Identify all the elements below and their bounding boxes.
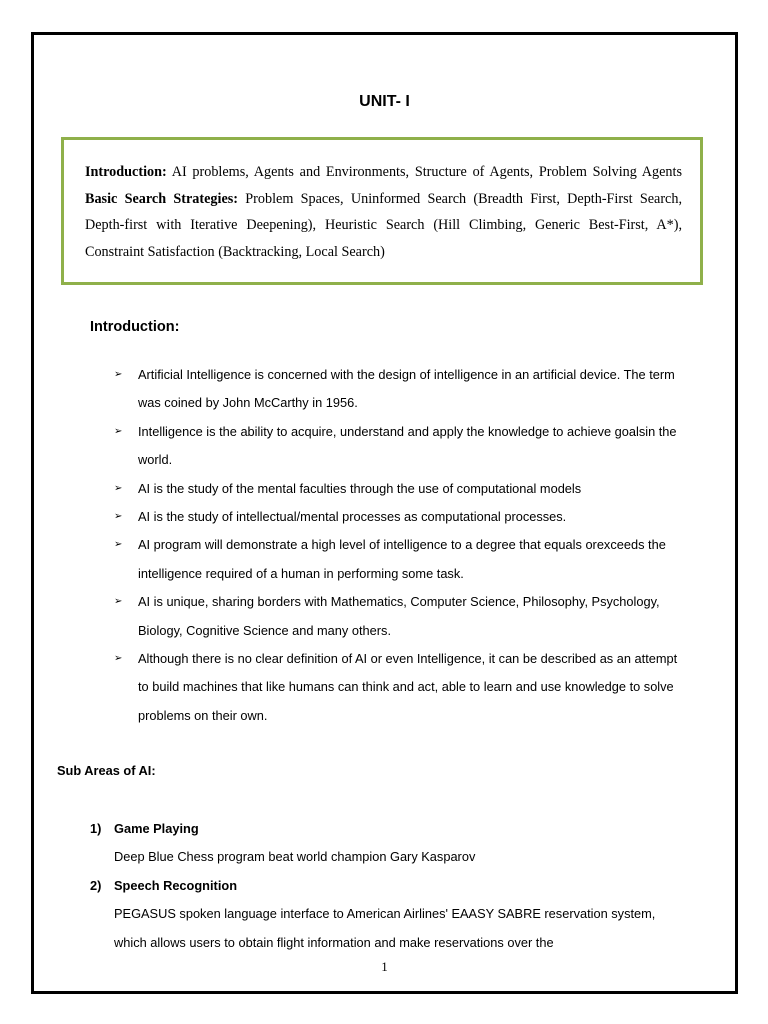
arrow-bullet-icon: ➢ bbox=[114, 511, 123, 523]
bullet-text: AI is the study of the mental faculties through the use of computational models bbox=[138, 480, 582, 496]
sub-area-title-text: Speech Recognition bbox=[114, 877, 238, 893]
arrow-bullet-icon: ➢ bbox=[114, 369, 123, 380]
sub-area-description: Deep Blue Chess program beat world champion Gary Kasparov bbox=[114, 849, 476, 865]
syllabus-box bbox=[61, 137, 703, 285]
page-number: 1 bbox=[381, 959, 388, 974]
document-page bbox=[31, 32, 738, 994]
bullet-text: AI program will demonstrate a high level of intelligence to a degree that equals orexceeds the intelligence required of a human in performing some task. bbox=[138, 537, 666, 581]
arrow-bullet-icon: ➢ bbox=[114, 653, 123, 665]
list-item bbox=[110, 531, 690, 588]
arrow-bullet-icon: ➢ bbox=[114, 539, 123, 551]
sub-area-number: 1) bbox=[90, 821, 102, 836]
list-item bbox=[110, 645, 690, 730]
unit-title: UNIT- I bbox=[359, 93, 410, 110]
arrow-bullet-icon: ➢ bbox=[114, 425, 123, 437]
syllabus-search-label: Basic Search Strategies: bbox=[85, 190, 238, 207]
syllabus-intro-text: AI problems, Agents and Environments, Structure of Agents, Problem Solving Agents bbox=[166, 164, 682, 180]
arrow-bullet-icon: ➢ bbox=[114, 596, 123, 608]
bullet-text: AI is the study of intellectual/mental processes as computational processes. bbox=[138, 509, 567, 525]
sub-area-title bbox=[90, 815, 690, 843]
sub-area-description: PEGASUS spoken language interface to American Airlines' EAASY SABRE reservation system, which allows users to obtain flight information and make reservations over the bbox=[114, 906, 656, 950]
sub-areas-list bbox=[90, 815, 690, 957]
list-item bbox=[110, 418, 690, 475]
introduction-bullet-list bbox=[110, 361, 690, 730]
sub-area-title bbox=[90, 872, 690, 900]
bullet-text: AI is unique, sharing borders with Mathematics, Computer Science, Philosophy, Psychology, Biology, Cognitive Science and many others. bbox=[138, 594, 660, 638]
bullet-text: Intelligence is the ability to acquire, understand and apply the knowledge to achieve goalsin the world. bbox=[138, 423, 677, 468]
syllabus-intro-label: Introduction: bbox=[85, 164, 167, 180]
list-item bbox=[110, 361, 690, 418]
list-item bbox=[110, 503, 690, 531]
syllabus-search-text: Problem Spaces, Uninformed Search (Breadth First, Depth-First Search, Depth-first with Iterative Deepening), Heuristic Search (Hill Climbing, Generic Best-First, A*), Constraint Satisfaction (Backtracking, Local Search) bbox=[85, 190, 682, 260]
sub-areas-heading: Sub Areas of AI: bbox=[57, 763, 156, 778]
introduction-heading: Introduction: bbox=[90, 319, 180, 335]
arrow-bullet-icon: ➢ bbox=[114, 482, 123, 494]
bullet-text: Although there is no clear definition of AI or even Intelligence, it can be described as an attempt to build machines that like humans can think and act, able to learn and use knowledge to solve problems on their own. bbox=[138, 651, 678, 723]
sub-area-number: 2) bbox=[90, 877, 102, 893]
sub-area-title-text: Game Playing bbox=[114, 821, 199, 836]
list-item bbox=[110, 588, 690, 645]
list-item bbox=[110, 475, 690, 503]
bullet-text: Artificial Intelligence is concerned with the design of intelligence in an artificial device. The term was coined by John McCarthy in 1956. bbox=[138, 367, 675, 411]
